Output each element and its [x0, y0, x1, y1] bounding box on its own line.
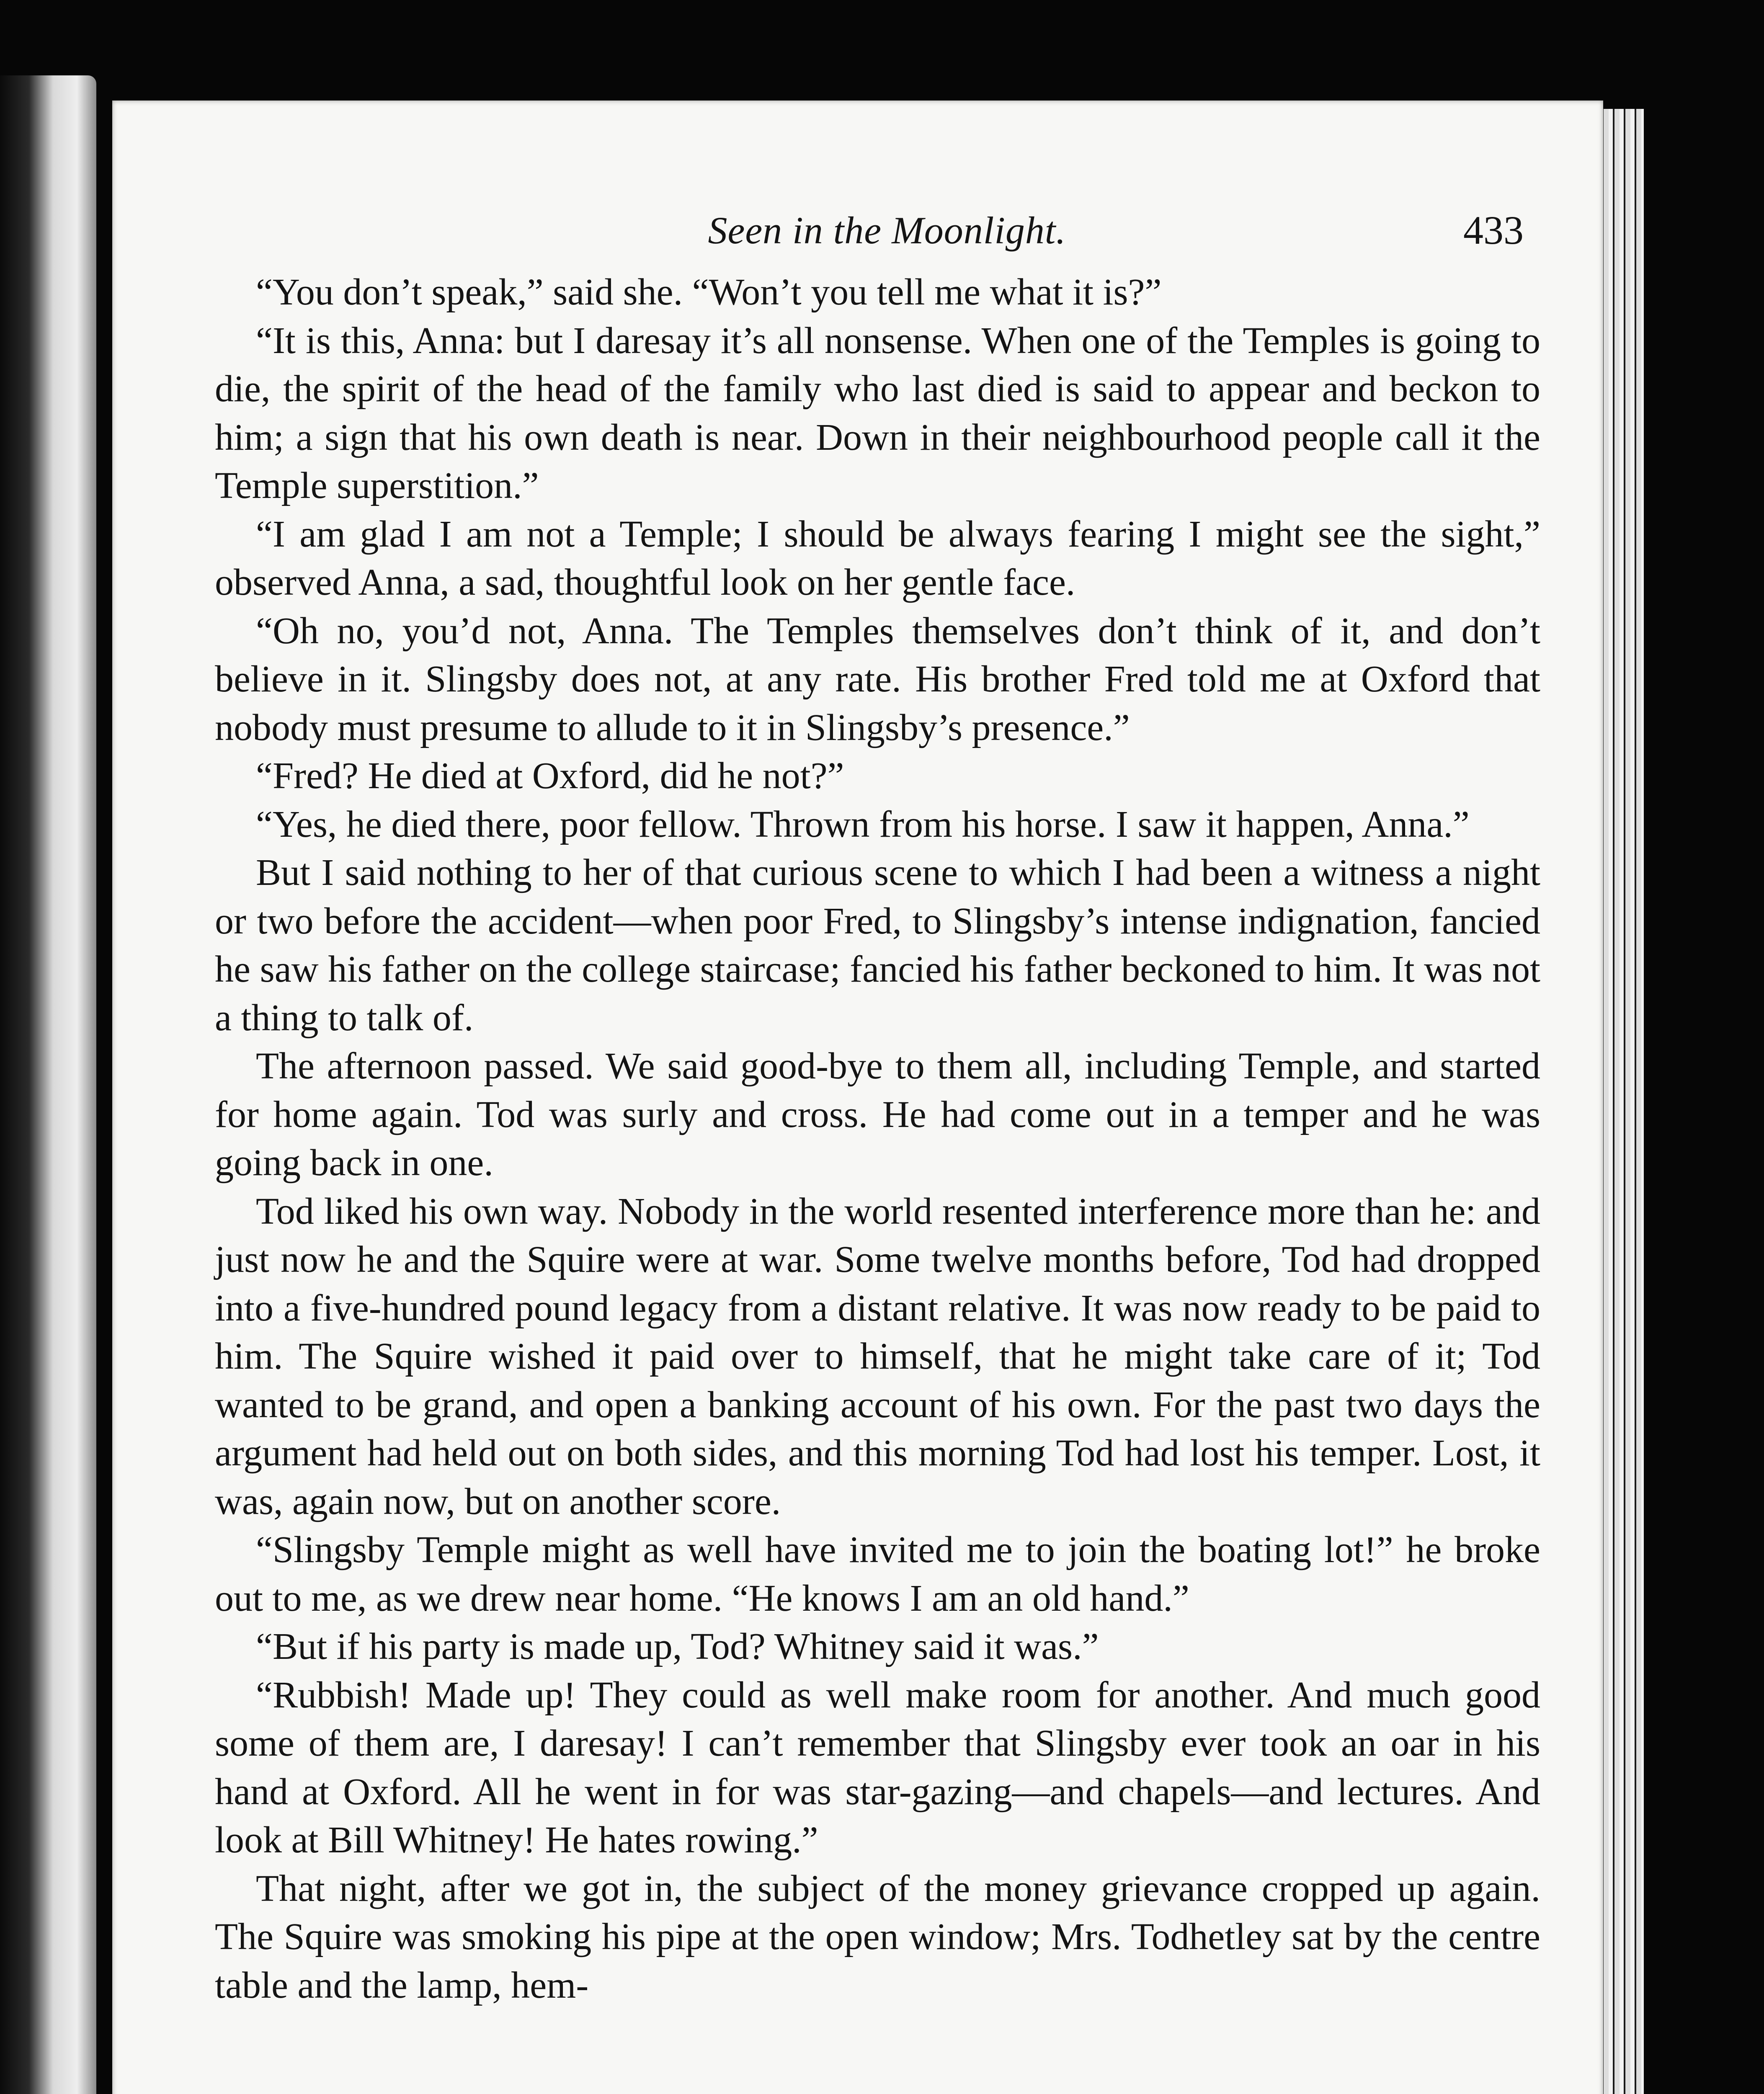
paragraph: “But if his party is made up, Tod? Whitney said it was.”: [256, 1626, 1099, 1667]
paragraph: “Yes, he died there, poor fellow. Thrown from his horse. I saw it happen, Anna.”: [256, 803, 1470, 845]
running-head: [112, 199, 1603, 262]
paragraph: “Oh no, you’d not, Anna. The Temples themselves don’t think of it, and don’t believe in it. Slingsby does not, at any rate. His brother Fred told me at Oxford that nobody must presume to allude to it in Slingsby’s presence.”: [215, 610, 1540, 748]
running-title: Seen in the Moonlight.: [708, 209, 1066, 252]
body-text: [215, 268, 1540, 2009]
paragraph: But I said nothing to her of that curious scene to which I had been a witness a night or two before the accident—when poor Fred, to Slingsby’s intense indignation, fancied he saw his father on the college staircase; fancied his father beckoned to him. It was not a thing to talk of.: [215, 852, 1540, 1039]
facing-page-edge: [0, 75, 96, 2094]
paragraph: “I am glad I am not a Temple; I should be always fearing I might see the sight,” observed Anna, a sad, thoughtful look on her gentle face.: [215, 513, 1540, 603]
paragraph: The afternoon passed. We said good-bye to them all, including Temple, and started for home again. Tod was surly and cross. He had come out in a temper and he was going back in one.: [215, 1045, 1540, 1184]
paragraph: That night, after we got in, the subject of the money grievance cropped up again. The Squire was smoking his pipe at the open window; Mrs. Todhetley sat by the centre table and the lamp, hem-: [215, 1867, 1540, 2006]
paragraph: “Rubbish! Made up! They could as well make room for another. And much good some of them are, I daresay! I can’t remember that Slingsby ever took an oar in his hand at Oxford. All he went in for was star-gazing—and chapels—and lectures. And look at Bill Whitney! He hates rowing.”: [215, 1674, 1540, 1861]
paragraph: “It is this, Anna: but I daresay it’s all nonsense. When one of the Temples is going to die, the spirit of the head of the family who last died is said to appear and beckon to him; a sign that his own death is near. Down in their neighbourhood people call it the Temple superstition.”: [215, 320, 1540, 506]
paragraph: “You don’t speak,” said she. “Won’t you tell me what it is?”: [256, 271, 1162, 313]
paragraph: “Slingsby Temple might as well have invited me to join the boating lot!” he broke out to me, as we drew near home. “He knows I am an old hand.”: [215, 1529, 1540, 1619]
page-stack-edge: [1598, 109, 1644, 2094]
paragraph: “Fred? He died at Oxford, did he not?”: [256, 755, 844, 797]
paragraph: Tod liked his own way. Nobody in the world resented interference more than he: and just now he and the Squire were at war. Some twelve months before, Tod had dropped into a five-hundred pound legacy from a distant relative. It was now ready to be paid to him. The Squire wished it paid over to himself, that he might take care of it; Tod wanted to be grand, and open a banking account of his own. For the past two days the argument had held out on both sides, and this morning Tod had lost his temper. Lost, it was, again now, but on another score.: [215, 1190, 1540, 1522]
book-page: [112, 101, 1603, 2094]
page-number: 433: [1463, 208, 1524, 253]
